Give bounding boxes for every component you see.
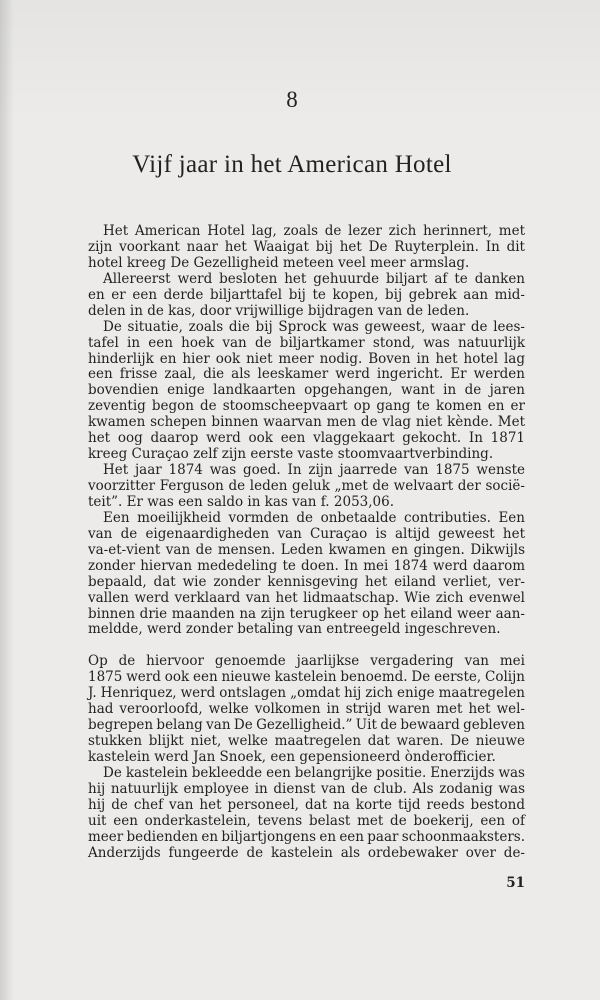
text-line: begrepen belang van De Gezelligheid.” Uit de bewaard gebleven <box>88 717 525 734</box>
text-line: De situatie, zoals die bij Sprock was geweest, waar de lees- <box>103 318 525 335</box>
text-line: De kastelein bekleedde een belangrijke positie. Enerzijds was <box>103 764 525 781</box>
text-line: hotel kreeg De Gezelligheid meteen veel meer armslag. <box>88 254 470 271</box>
text-line: hinderlijk en hier ook niet meer nodig. Boven in het hotel lag <box>88 350 525 367</box>
text-line: en er een derde biljarttafel bij te kopen, bij gebrek aan mid- <box>88 286 525 303</box>
paragraph <box>88 654 525 766</box>
text-line: zijn voorkant naar het Waaigat bij het De Ruyterplein. In dit <box>88 238 525 255</box>
text-line: delen in de kas, door vrijwillige bijdragen van de leden. <box>88 302 470 319</box>
text-line: teit”. Er was een saldo in kas van f. 2053,06. <box>88 493 395 510</box>
text-line: Een moeilijkheid vormden de onbetaalde contributies. Een <box>103 509 525 526</box>
chapter-title: Vijf jaar in het American Hotel <box>132 151 452 178</box>
body-text <box>88 224 525 862</box>
text-line: zeventig begon de stoomscheepvaart op gang te komen en er <box>88 398 525 415</box>
chapter-number: 8 <box>286 87 298 112</box>
text-line: kastelein werd Jan Snoek, een gepensioneerd ònderofficier. <box>88 748 496 765</box>
section <box>88 224 525 638</box>
text-line: 1875 werd ook een nieuwe kastelein benoemd. De eerste, Colijn <box>88 669 525 686</box>
text-line: uit een onderkastelein, tevens belast met de boekerij, een of <box>88 812 525 829</box>
text-line: J. Henriquez, werd ontslagen „omdat hij zich enige maatregelen <box>88 685 525 702</box>
text-line: va-et-vient van de mensen. Leden kwamen en gingen. Dikwijls <box>88 541 525 558</box>
text-line: hij natuurlijk employee in dienst van de club. Als zodanig was <box>88 780 525 797</box>
text-line: Op de hiervoor genoemde jaarlijkse vergadering van mei <box>88 653 525 670</box>
text-line: vallen werd verklaard van het lidmaatschap. Wie zich evenwel <box>88 589 525 606</box>
text-line: het oog daarop werd ook een vlaggekaart gekocht. In 1871 <box>88 430 525 447</box>
text-line: kreeg Curaçao zelf zijn eerste vaste stoomvaartverbinding. <box>88 446 494 463</box>
text-line: bovendien enige landkaarten opgehangen, want in de jaren <box>88 382 525 399</box>
paragraph <box>88 272 525 320</box>
text-line: Het jaar 1874 was goed. In zijn jaarrede van 1875 wenste <box>103 462 525 479</box>
text-line: zonder hiervan mededeling te doen. In mei 1874 werd daarom <box>88 557 525 574</box>
paragraph <box>88 463 525 511</box>
text-line: hij de chef van het personeel, dat na korte tijd reeds bestond <box>88 796 525 813</box>
text-line: meer bedienden en biljartjongens en een paar schoonmaaksters. <box>88 828 525 845</box>
text-line: van de eigenaardigheden van Curaçao is altijd geweest het <box>88 525 525 542</box>
text-line: Anderzijds fungeerde de kastelein als ordebewaker over de- <box>88 844 525 861</box>
section <box>88 654 525 861</box>
paragraph <box>88 224 525 272</box>
paragraph <box>88 320 525 463</box>
page-number: 51 <box>506 875 525 891</box>
paragraph <box>88 511 525 639</box>
text-line: meldde, werd zonder betaling van entreegeld ingeschreven. <box>88 621 501 638</box>
paragraph <box>88 766 525 862</box>
text-line: Het American Hotel lag, zoals de lezer zich herinnert, met <box>103 223 525 239</box>
text-line: tafel in een hoek van de biljartkamer stond, was natuurlijk <box>88 334 525 351</box>
text-line: kwamen schepen binnen waarvan men de vlag niet kènde. Met <box>88 414 525 431</box>
text-line: voorzitter Ferguson de leden geluk „met de welvaart der socië- <box>88 478 525 494</box>
text-line: Allereerst werd besloten het gehuurde biljart af te danken <box>103 270 525 287</box>
text-line: stukken blijkt niet, welke maatregelen dat waren. De nieuwe <box>88 733 525 749</box>
text-line: een frisse zaal, die als leeskamer werd ingericht. Er werden <box>88 366 525 383</box>
text-line: had veroorloofd, welke volkomen in strijd waren met het wel- <box>88 701 525 718</box>
text-line: bepaald, dat wie zonder kennisgeving het eiland verliet, ver- <box>88 573 525 590</box>
text-line: binnen drie maanden na zijn terugkeer op het eiland weer aan- <box>88 605 525 622</box>
